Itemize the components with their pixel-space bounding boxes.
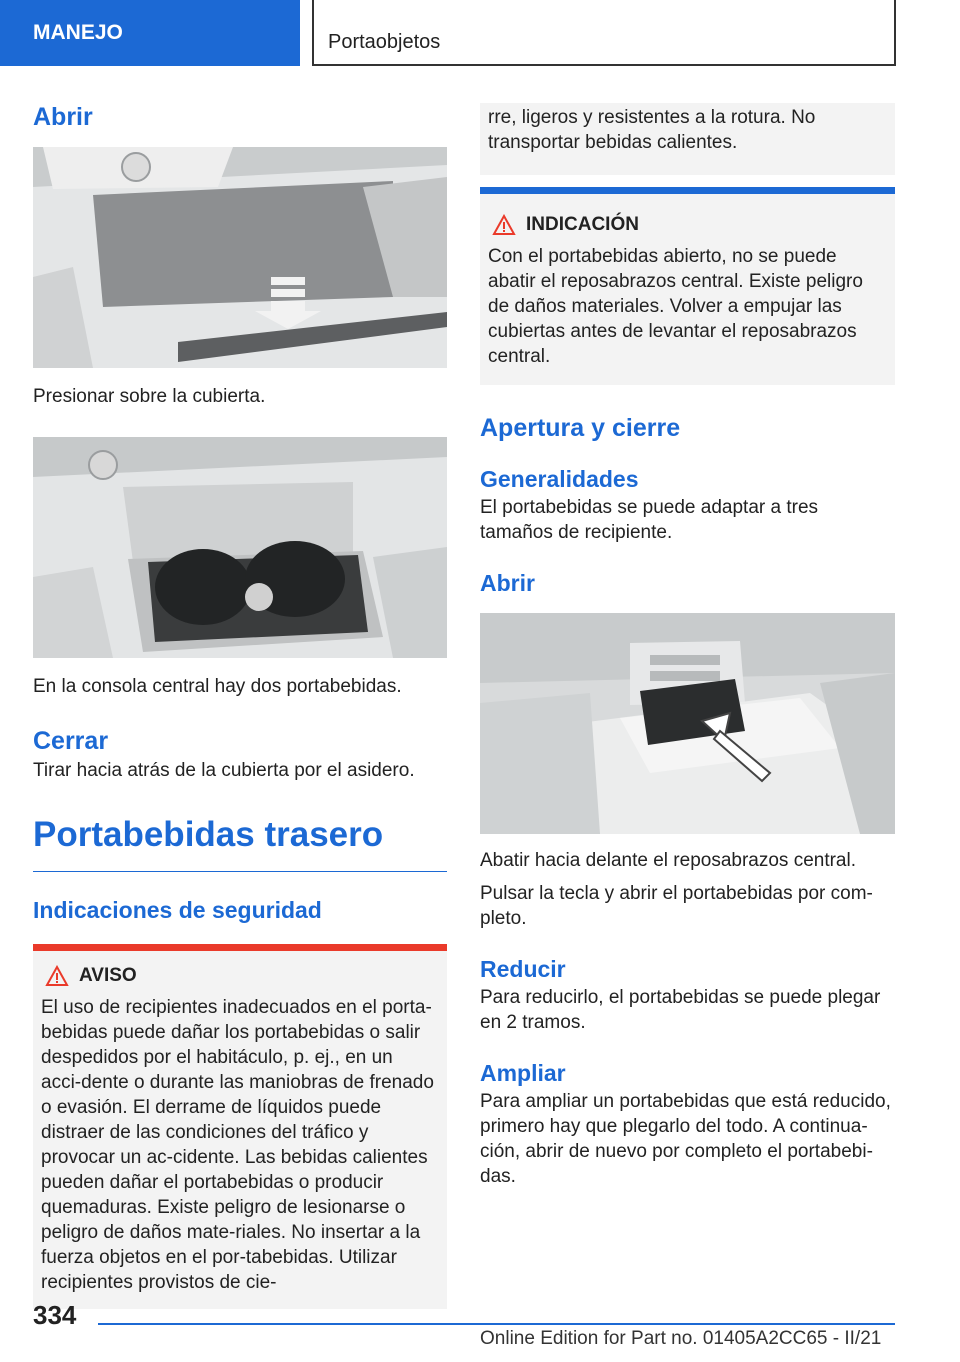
page-number: 334	[33, 1300, 77, 1330]
page-footer	[0, 1290, 960, 1362]
abrir-heading: Abrir	[33, 103, 93, 131]
cerrar-text: Tirar hacia atrás de la cubierta por el asidero.	[33, 760, 415, 781]
caption-press-cover: Presionar sobre la cubierta.	[33, 386, 266, 407]
footer-rule	[98, 1323, 895, 1325]
indicacion-bar	[480, 187, 895, 194]
right-column	[480, 103, 895, 1189]
aviso-label: AVISO	[79, 965, 137, 986]
abrir-heading-right: Abrir	[480, 570, 535, 596]
edition-text: Online Edition for Part no. 01405A2CC65 - II/21	[480, 1328, 882, 1349]
ampliar-text: Para ampliar un portabebidas que está reducido, primero hay que plegarlo del todo. A continua‐ción, abrir de nuevo por completo el portabebi‐das.	[480, 1091, 891, 1187]
indicacion-label: INDICACIÓN	[526, 214, 639, 235]
aviso-box	[33, 944, 447, 1309]
aviso-continued-box	[480, 103, 895, 175]
chapter-title: Portabebidas trasero	[33, 815, 384, 854]
apertura-heading: Apertura y cierre	[480, 414, 681, 442]
figure-cupholders	[33, 437, 447, 658]
warning-triangle-icon	[45, 965, 69, 987]
aviso-text: El uso de recipientes inadecuados en el porta‐bebidas puede dañar los portabebidas o salir despedidos por el habitáculo, p. ej., en un acci‐dente o durante las maniobras de frenado o evasión. El derrame de líquidos puede distraer de las condiciones del tráfico y provocar un ac‐cidente. Las bebidas calientes pueden dañar el portabebidas o producir quemaduras. Existe peligro de lesionarse o peligro de daños mate‐riales. No insertar a la fuerza objetos en el por‐tabebidas. Utilizar recipientes provistos de cie‐	[41, 997, 434, 1293]
chapter-rule	[33, 871, 447, 872]
safety-heading: Indicaciones de seguridad	[33, 897, 322, 923]
indicacion-title	[488, 212, 885, 238]
left-column	[33, 100, 447, 1309]
caption-armrest-a: Abatir hacia delante el reposabrazos central.	[480, 850, 857, 871]
caption-armrest-b: Pulsar la tecla y abrir el portabebidas por com‐pleto.	[480, 883, 873, 929]
reducir-heading: Reducir	[480, 956, 566, 982]
chapter-tab: Portaobjetos	[312, 0, 896, 66]
reducir-text: Para reducirlo, el portabebidas se puede plegar en 2 tramos.	[480, 987, 881, 1033]
generalidades-text: El portabebidas se puede adaptar a tres tamaños de recipiente.	[480, 497, 819, 543]
cerrar-heading: Cerrar	[33, 727, 109, 755]
caption-cupholders: En la consola central hay dos portabebidas.	[33, 676, 402, 697]
aviso-title	[41, 963, 437, 989]
figure-press-cover	[33, 147, 447, 368]
page-header	[0, 0, 960, 66]
indicacion-box	[480, 187, 895, 385]
warning-triangle-icon	[492, 214, 516, 236]
indicacion-text: Con el portabebidas abierto, no se puede abatir el reposabrazos central. Existe peligro de daños materiales. Volver a empujar las cubiertas antes de levantar el reposabrazos central.	[488, 246, 863, 367]
aviso-continued-text: rre, ligeros y resistentes a la rotura. No transportar bebidas calientes.	[488, 107, 816, 153]
ampliar-heading: Ampliar	[480, 1060, 566, 1086]
aviso-bar	[33, 944, 447, 951]
figure-armrest	[480, 613, 895, 834]
section-tab: MANEJO	[0, 0, 300, 66]
generalidades-heading: Generalidades	[480, 466, 639, 492]
